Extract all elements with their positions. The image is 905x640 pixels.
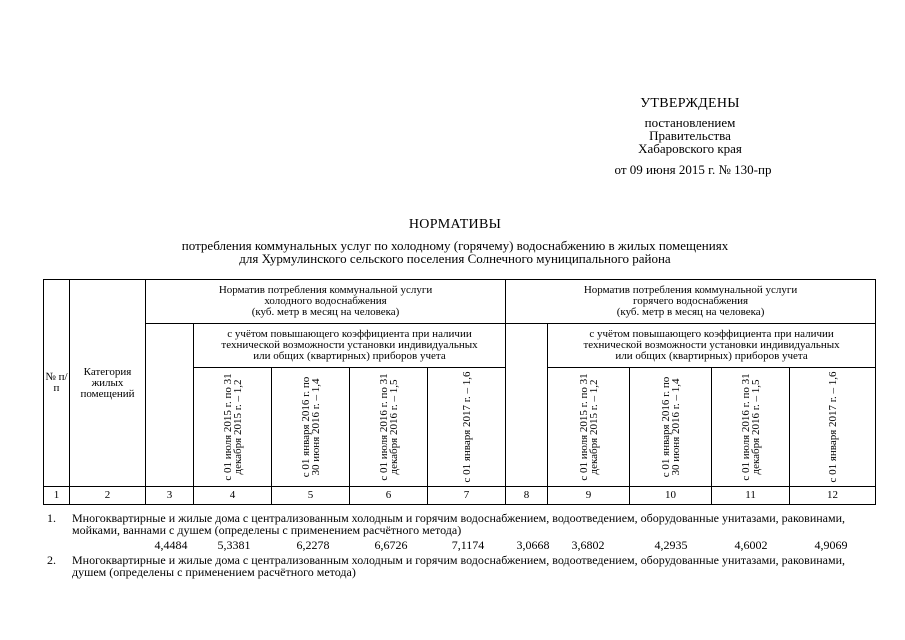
col-number: 9 [548,487,630,505]
row-description: Многоквартирные и жилые дома с централизованным холодным и горячим водоснабжением, водоотведением, оборудованные унитазами, раковинами, мойками, ваннами с душем (определены с применением расчётного метода) [72,511,846,537]
header-hot-base [506,324,548,487]
col-number: 12 [790,487,876,505]
coef-line: или общих (квартирных) приборов учета [615,350,808,362]
hot-header-line: Норматив потребления коммунальной услуги [583,284,798,296]
period-label: с 01 июля 2016 г. по 31 декабря 2016 г. – 1,5 [377,373,400,481]
header-category: Категория жилых помещений [70,280,146,487]
col-number: 4 [194,487,272,505]
col-number: 2 [70,487,146,505]
value-cell: 7,1174 [451,538,485,552]
approval-line-2: Правительства [649,128,731,143]
period-label: с 01 января 2017 г. – 1,6 [826,371,839,483]
document-title: НОРМАТИВЫ [408,217,502,232]
approval-heading: УТВЕРЖДЕНЫ [640,96,740,111]
period-hot-2017 [790,368,876,487]
row-number: 1. [47,511,56,525]
header-cold-base [146,324,194,487]
row-values [43,536,875,554]
approval-line-1: постановлением [644,115,736,130]
value-cell: 5,3381 [217,538,251,552]
period-label: с 01 июля 2015 г. по 31 декабря 2015 г. – 1,2 [577,373,600,481]
document-subtitle-1: потребления коммунальных услуг по холодному (горячему) водоснабжению в жилых помещениях [181,238,729,253]
period-hot-2016h1 [630,368,712,487]
coef-line: с учётом повышающего коэффициента при наличии [227,328,472,340]
period-label: с 01 января 2017 г. – 1,6 [460,371,473,483]
approval-stamp [614,96,772,177]
coef-line: или общих (квартирных) приборов учета [253,350,446,362]
value-cell: 4,2935 [654,538,688,552]
period-cold-2015h2 [194,368,272,487]
col-number: 10 [630,487,712,505]
col-number: 7 [428,487,506,505]
period-cold-2017 [428,368,506,487]
header-hot-water [506,280,876,324]
header-num: № п/п [44,280,70,487]
header-cold-coef [194,324,506,368]
row-description: Многоквартирные и жилые дома с централизованным холодным и горячим водоснабжением, водоотведением, оборудованные унитазами, раковинами, душем (определены с применением расчётного метода) [72,553,846,579]
table-body [43,512,875,578]
value-cell: 4,4484 [154,538,188,552]
value-cell: 3,0668 [516,538,550,552]
row-number: 2. [47,553,56,567]
period-cold-2016h1 [272,368,350,487]
value-cell: 4,9069 [814,538,848,552]
header-cold-water [146,280,506,324]
period-cold-2016h2 [350,368,428,487]
table-row [43,554,875,578]
approval-date: от 09 июня 2015 г. № 130-пр [614,162,772,177]
header-hot-coef [548,324,876,368]
period-hot-2016h2 [712,368,790,487]
col-number: 3 [146,487,194,505]
value-cell: 4,6002 [734,538,768,552]
column-numbers-row [44,487,876,505]
period-label: с 01 июля 2016 г. по 31 декабря 2016 г. – 1,5 [739,373,762,481]
col-number: 6 [350,487,428,505]
col-number: 8 [506,487,548,505]
coef-line: технической возможности установки индивидуальных [583,339,840,351]
period-label: с 01 июля 2015 г. по 31 декабря 2015 г. – 1,2 [221,373,244,481]
hot-header-line: горячего водоснабжения [633,295,749,307]
value-cell: 3,6802 [571,538,605,552]
cold-header-line: (куб. метр в месяц на человека) [251,306,400,318]
coef-line: технической возможности установки индивидуальных [221,339,478,351]
table-row [43,512,875,536]
col-number: 11 [712,487,790,505]
col-number: 1 [44,487,70,505]
period-label: с 01 января 2016 г. по 30 июня 2016 г. – 1,4 [299,376,322,478]
period-hot-2015h2 [548,368,630,487]
norms-table [43,279,876,505]
document-title-block [60,217,850,265]
cold-header-line: холодного водоснабжения [264,295,387,307]
cold-header-line: Норматив потребления коммунальной услуги [218,284,433,296]
period-label: с 01 января 2016 г. по 30 июня 2016 г. – 1,4 [659,376,682,478]
hot-header-line: (куб. метр в месяц на человека) [616,306,765,318]
value-cell: 6,6726 [374,538,408,552]
value-cell: 6,2278 [296,538,330,552]
document-subtitle-2: для Хурмулинского сельского поселения Солнечного муниципального района [239,251,671,266]
coef-line: с учётом повышающего коэффициента при наличии [589,328,834,340]
col-number: 5 [272,487,350,505]
approval-line-3: Хабаровского края [638,141,742,156]
